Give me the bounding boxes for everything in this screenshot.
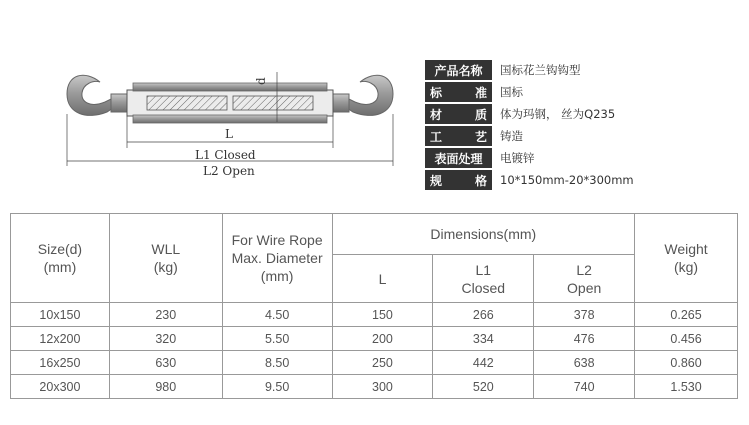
header-line: (kg): [153, 259, 178, 275]
spec-label-char: 规: [430, 173, 443, 188]
header-line: L1: [475, 261, 492, 278]
header-line: L2: [576, 261, 592, 278]
header-line: (kg): [673, 259, 699, 275]
cell-L: 250: [332, 351, 433, 375]
spec-label-char: 质: [474, 107, 487, 122]
table-row: [11, 375, 738, 399]
table-row: [11, 327, 738, 351]
right-hook: [333, 75, 393, 115]
cell-size: 16x250: [11, 351, 110, 375]
header-line: Closed: [461, 279, 506, 296]
spec-label: 产品名称: [425, 60, 492, 80]
spec-row-surface: [425, 147, 715, 169]
spec-label-char: 格: [474, 173, 487, 188]
dim-L2-label: L2 Open: [203, 164, 255, 178]
spec-row-material: [425, 103, 715, 125]
dim-L1-label: L1 Closed: [195, 148, 256, 162]
cell-L1: 520: [433, 375, 534, 399]
spec-row-standard: [425, 81, 715, 103]
turnbuckle-drawing: [55, 62, 405, 182]
header-line: Weight: [664, 241, 708, 257]
dimension-L2: [203, 164, 255, 178]
spec-value: 电镀锌: [500, 151, 535, 165]
table-row: [11, 303, 738, 327]
spec-row-process: [425, 125, 715, 147]
spec-table: [425, 59, 715, 191]
header-L: L: [332, 255, 433, 303]
cell-weight: 1.530: [635, 375, 738, 399]
turnbuckle-body: [127, 83, 333, 123]
header-wll: [109, 214, 222, 303]
cell-L2: 476: [534, 327, 635, 351]
spec-label-char: 工: [430, 129, 443, 144]
header-line: For Wire Rope: [231, 232, 323, 248]
header-line: (mm): [43, 259, 77, 275]
spec-row-specification: [425, 169, 715, 191]
spec-value: 10*150mm-20*300mm: [500, 173, 634, 187]
cell-size: 20x300: [11, 375, 110, 399]
cell-wll: 980: [109, 375, 222, 399]
cell-L1: 266: [433, 303, 534, 327]
cell-weight: 0.860: [635, 351, 738, 375]
header-line: Size(d): [37, 241, 83, 257]
cell-weight: 0.265: [635, 303, 738, 327]
spec-label: 表面处理: [425, 148, 492, 168]
cell-size: 12x200: [11, 327, 110, 351]
dim-d-label: d: [254, 77, 268, 85]
table-row: [11, 351, 738, 375]
spec-label-char: 艺: [474, 129, 487, 144]
cell-wire: 5.50: [222, 327, 332, 351]
spec-label: [425, 170, 492, 190]
dim-L-label: L: [225, 127, 233, 141]
header-weight: [635, 214, 738, 303]
spec-label: [425, 104, 492, 124]
cell-wire: 4.50: [222, 303, 332, 327]
cell-wire: 9.50: [222, 375, 332, 399]
cell-wll: 230: [109, 303, 222, 327]
cell-wll: 630: [109, 351, 222, 375]
cell-L1: 442: [433, 351, 534, 375]
cell-wll: 320: [109, 327, 222, 351]
spec-value: 体为玛钢， 丝为Q235: [500, 107, 616, 121]
dimensions-table: [10, 213, 738, 399]
spec-label: [425, 82, 492, 102]
cell-L: 150: [332, 303, 433, 327]
cell-wire: 8.50: [222, 351, 332, 375]
cell-L: 200: [332, 327, 433, 351]
cell-L1: 334: [433, 327, 534, 351]
spec-value: 国标花兰钩钩型: [500, 63, 581, 77]
header-L1: [433, 255, 534, 303]
spec-label-char: 标: [430, 85, 443, 100]
header-L2: [534, 255, 635, 303]
cell-L: 300: [332, 375, 433, 399]
header-line: Open: [567, 279, 602, 296]
spec-row-product-name: [425, 59, 715, 81]
spec-label: [425, 126, 492, 146]
cell-L2: 740: [534, 375, 635, 399]
cell-L2: 378: [534, 303, 635, 327]
spec-label-char: 材: [430, 107, 443, 122]
spec-label-char: 准: [474, 85, 487, 100]
cell-L2: 638: [534, 351, 635, 375]
cell-weight: 0.456: [635, 327, 738, 351]
cell-size: 10x150: [11, 303, 110, 327]
left-hook: [67, 75, 127, 115]
spec-value: 铸造: [500, 129, 523, 143]
header-wire-rope: [222, 214, 332, 303]
header-dimensions: Dimensions(mm): [332, 214, 635, 255]
header-line: Max. Diameter: [231, 250, 323, 266]
header-line: (mm): [260, 268, 294, 284]
spec-value: 国标: [500, 85, 523, 99]
header-line: WLL: [151, 241, 181, 257]
header-size: [11, 214, 110, 303]
